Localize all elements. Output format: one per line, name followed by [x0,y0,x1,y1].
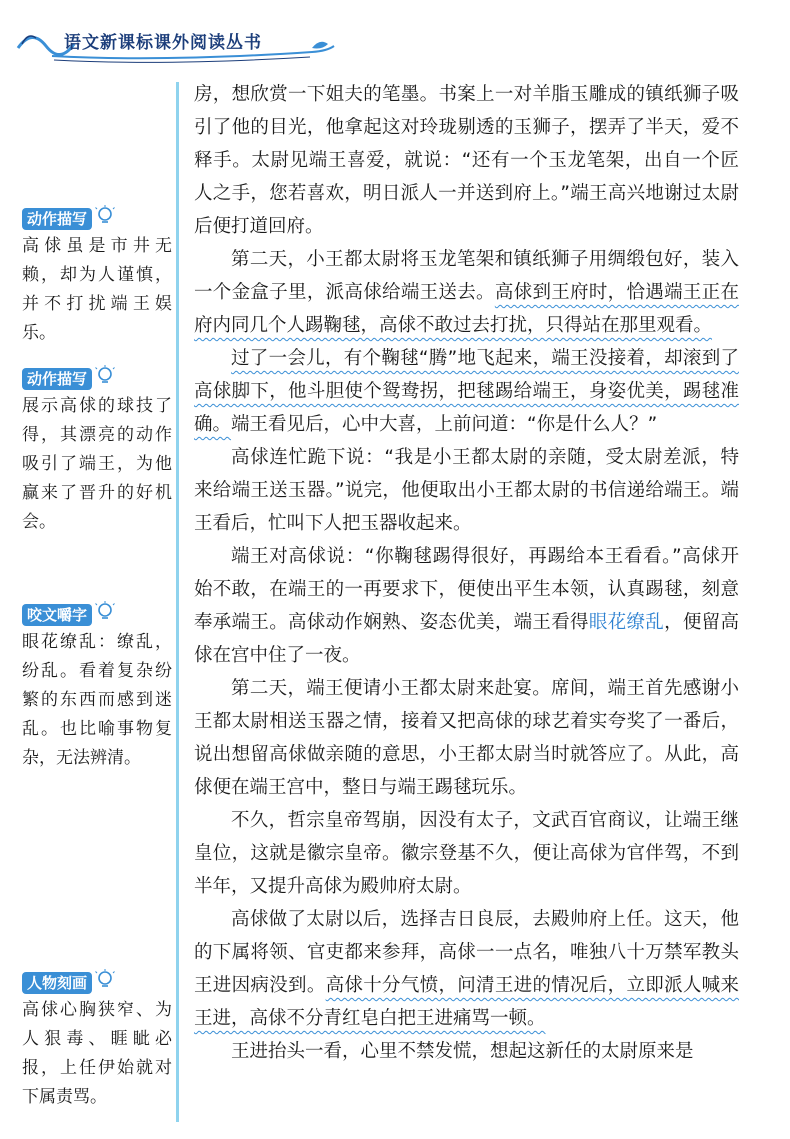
lightbulb-icon [94,600,116,624]
note-tag [22,208,92,230]
underlined-sentence: 高俅十分气愤，问清王进的情况后，立即派人喊来王进，高俅不分青红皂白把王进痛骂一顿。 [194,975,739,1029]
note-tag-label: 咬文嚼字 [27,606,88,624]
lightbulb-icon [94,364,116,388]
series-header [12,18,342,64]
paragraph: 高俅连忙跪下说：“我是小王都太尉的亲随，受太尉差派，特来给端王送玉器。”说完，他便取出小王都太尉的书信递给端王。端王看后，忙叫下人把玉器收起来。 [194,447,739,534]
sentence: 端王看见后，心中大喜，上前问道：“你是什么人？” [231,414,658,435]
sidebar-note-character [22,972,172,1112]
paragraph: 房，想欣赏一下姐夫的笔墨。书案上一对羊脂玉雕成的镇纸狮子吸引了他的目光，他拿起这对玲珑剔透的玉狮子，摆弄了半天，爱不释手。太尉见端王喜爱，就说：“还有一个玉龙笔架，出自一个匠人之手，您若喜欢，明日派人一并送到府上。”端王高兴地谢过太尉后便打道回府。 [194,84,739,237]
note-tag [22,368,92,390]
sentence: 端王对高俅说：“你鞠毬踢得很好，再踢给本王看看。”高俅开始不敢，在端王的一再要求下，便使出平生本领，认真踢毬，刻意奉承端王。高俅动作娴熟、姿态优美，端王看得 [194,546,739,633]
note-body: 高俅虽是市井无赖，却为人谨慎，并不打扰端王娱乐。 [22,236,172,343]
note-body: 高俅心胸狭窄、为人狠毒、睚眦必报，上任伊始就对下属责骂。 [22,1000,172,1107]
paragraph: 不久，哲宗皇帝驾崩，因没有太子，文武百官商议，让端王继皇位，这就是徽宗皇帝。徽宗登基不久，便让高俅为官伴驾，不到半年，又提升高俅为殿帅府太尉。 [194,810,739,897]
main-text [194,78,739,1068]
paragraph [194,540,739,672]
paragraph [194,342,739,441]
paragraph [194,903,739,1035]
note-tag-label: 人物刻画 [27,974,88,992]
note-tag-label: 动作描写 [27,210,88,228]
paragraph: 第二天，端王便请小王都太尉来赴宴。席间，端王首先感谢小王都太尉相送玉器之情，接着又把高俅的球艺着实夸奖了一番后，说出想留高俅做亲随的意思，小王都太尉当时就答应了。从此，高俅便在端王宫中，整日与端王踢毬玩乐。 [194,678,739,798]
lightbulb-icon [94,968,116,992]
note-tag [22,972,92,994]
sidebar-note-wording [22,604,172,773]
sentence: ，便留高俅在宫中住了一夜。 [194,612,739,666]
sentence: 高俅做了太尉以后，选择吉日良辰，去殿帅府上任。这天，他的下属将领、官吏都来参拜，高俅一一点名，唯独八十万禁军教头王进因病没到。 [194,909,739,996]
underlined-sentence: 高俅到王府时，恰遇端王正在府内同几个人踢鞠毬，高俅不敢过去打扰，只得站在那里观看。 [194,282,739,336]
underlined-sentence: 过了一会儿，有个鞠毬“腾”地飞起来，端王没接着，却滚到了高俅脚下，他斗胆使个鸳鸯拐，把毬踢给端王，身姿优美，踢毬准确。 [194,348,739,435]
note-tag-label: 动作描写 [27,370,88,388]
margin-rule [176,82,179,1122]
paragraph [194,243,739,342]
paragraph: 王进抬头一看，心里不禁发慌，想起这新任的太尉原来是 [231,1041,694,1062]
sidebar-note-action-2 [22,368,172,537]
note-body: 展示高俅的球技了得，其漂亮的动作吸引了端王，为他赢来了晋升的好机会。 [22,396,172,532]
note-tag [22,604,92,626]
sentence: 第二天，小王都太尉将玉龙笔架和镇纸狮子用绸缎包好，装入一个金盒子里，派高俅给端王送去。 [194,249,739,303]
series-title: 语文新课标课外阅读丛书 [64,33,262,53]
highlighted-word: 眼花缭乱 [588,612,665,633]
note-body: 眼花缭乱：缭乱，纷乱。看着复杂纷繁的东西而感到迷乱。也比喻事物复杂，无法辨清。 [22,632,172,768]
sidebar-note-action-1 [22,208,172,348]
lightbulb-icon [94,204,116,228]
